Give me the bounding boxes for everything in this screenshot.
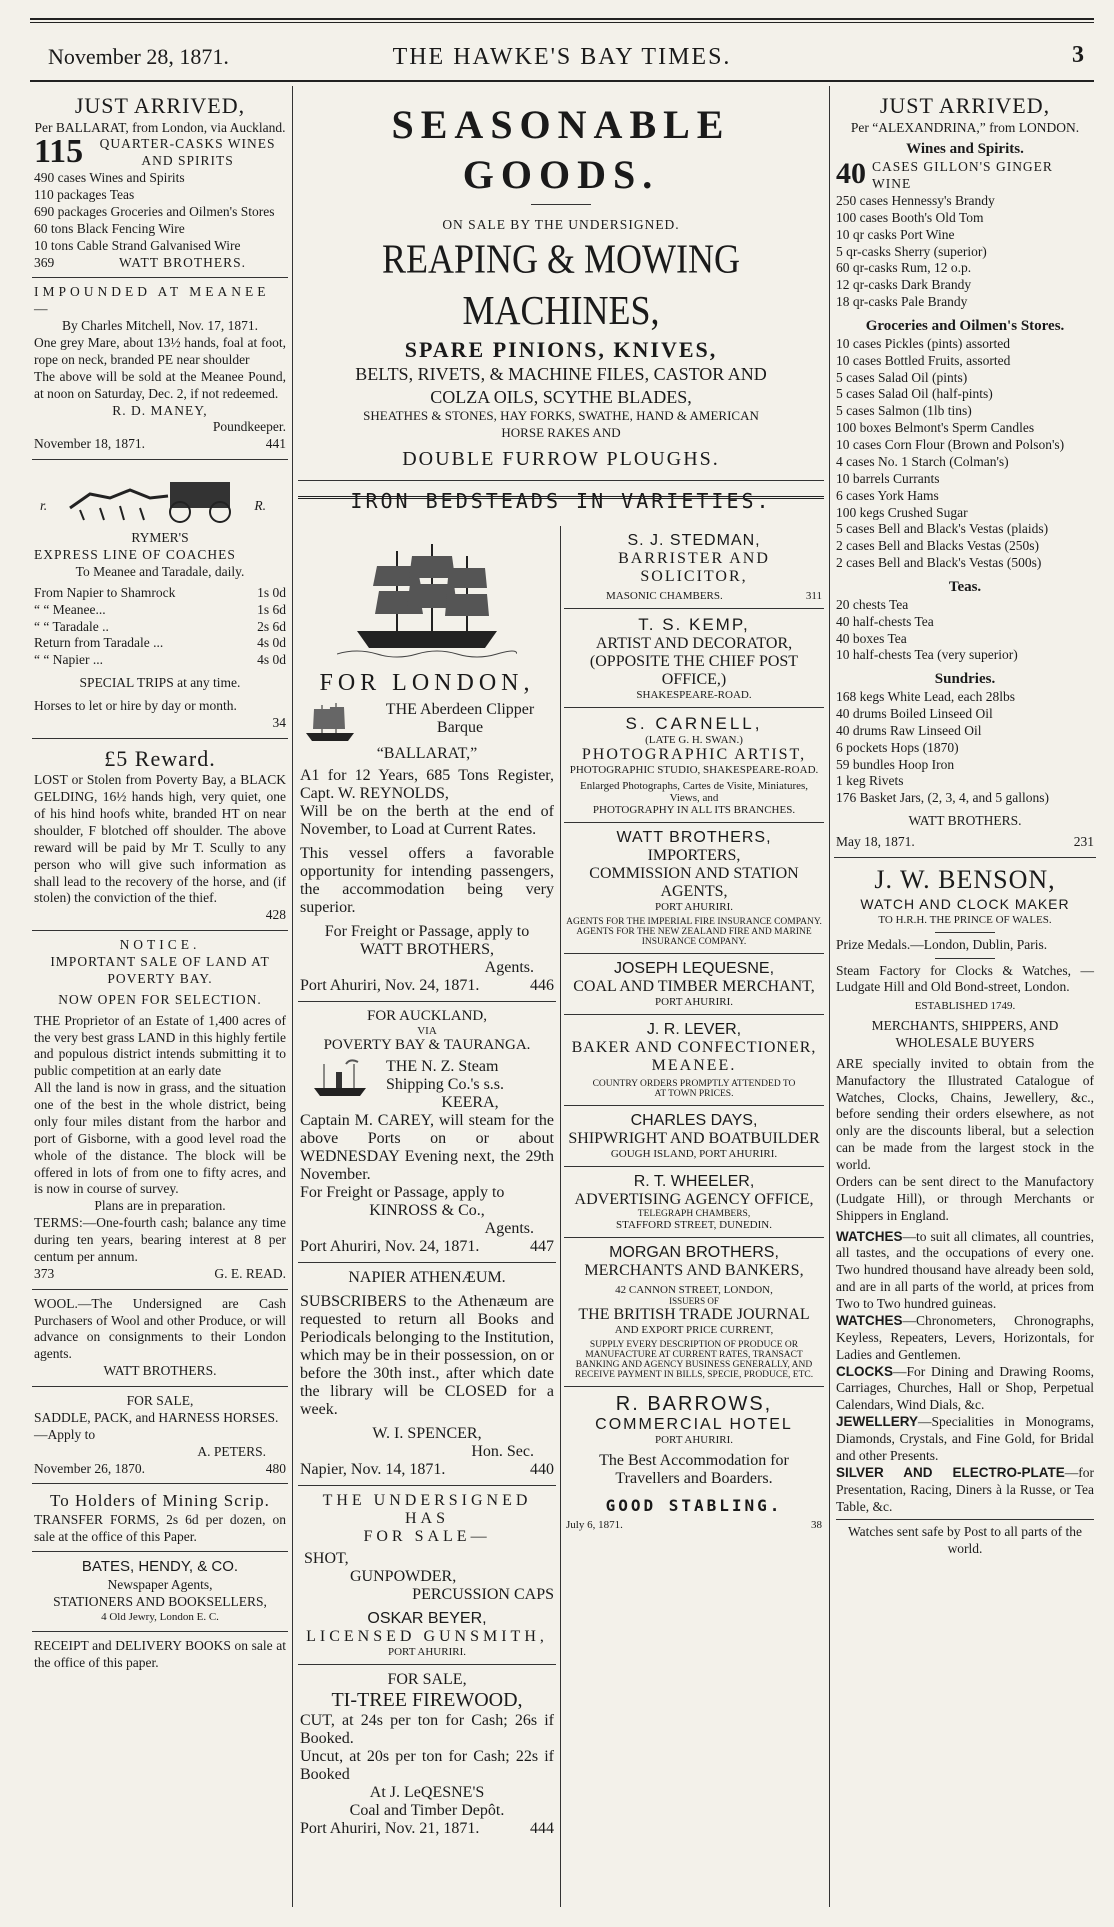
ad-text: This vessel offers a favorable opportunity for intending passengers, the accommodation being very superior. bbox=[300, 845, 554, 916]
list-item: 1 keg Rivets bbox=[836, 773, 904, 789]
section-heading: Groceries and Oilmen's Stores. bbox=[865, 318, 1065, 334]
signature-role: Poundkeeper. bbox=[212, 419, 286, 435]
card-role: COMMERCIAL HOTEL bbox=[595, 1416, 793, 1433]
list-item: 690 packages Groceries and Oilmen's Stores bbox=[34, 203, 275, 219]
ad-headline: REAPING & MOWING MACHINES, bbox=[382, 235, 740, 334]
card-name: R. BARROWS, bbox=[615, 1393, 773, 1415]
list-item: 10 barrels Currants bbox=[836, 470, 940, 486]
ad-for-london bbox=[298, 526, 556, 1002]
list-item: 176 Basket Jars, (2, 3, 4, and 5 gallons) bbox=[836, 790, 1049, 806]
ad-ti-tree-firewood bbox=[298, 1665, 556, 1844]
ad-title: SEASONABLE GOODS. bbox=[391, 102, 731, 197]
ad-text: Captain M. CAREY, will steam for the above Ports on or about WEDNESDAY Evening next, the 29th November. bbox=[300, 1112, 554, 1183]
card-address: PORT AHURIRI. bbox=[655, 1434, 733, 1446]
item-heading: WATCHES bbox=[836, 1312, 903, 1328]
card-text: AGENTS FOR THE IMPERIAL FIRE INSURANCE COMPANY. bbox=[566, 917, 822, 927]
list-item: 100 kegs Crushed Sugar bbox=[836, 504, 968, 520]
list-item: 60 qr-casks Rum, 12 o.p. bbox=[836, 260, 972, 276]
count-text: QUARTER-CASKS WINES AND SPIRITS bbox=[99, 136, 276, 169]
list-item: 10 qr casks Port Wine bbox=[836, 226, 955, 242]
list-item: 110 packages Teas bbox=[34, 187, 135, 202]
list-item: 10 cases Corn Flour (Brown and Polson's) bbox=[836, 437, 1065, 452]
item-heading: SILVER AND ELECTRO-PLATE bbox=[836, 1464, 1065, 1480]
coach-illustration-icon bbox=[50, 468, 270, 528]
ad-line: ON SALE BY THE UNDERSIGNED. bbox=[442, 217, 680, 232]
card-carnell bbox=[564, 708, 824, 823]
list-item: 10 tons Cable Strand Galvanised Wire bbox=[34, 237, 241, 253]
ad-text: TRANSFER FORMS, 2s 6d per dozen, on sale at the office of this Paper. bbox=[34, 1511, 286, 1544]
ad-line: COLZA OILS, SCYTHE BLADES, bbox=[430, 386, 692, 407]
newspaper-title: THE HAWKE'S BAY TIMES. bbox=[392, 44, 732, 70]
card-lever bbox=[564, 1015, 824, 1106]
ad-number: 444 bbox=[530, 1820, 554, 1837]
signature-role: Agents. bbox=[484, 1220, 534, 1237]
item-heading: WATCHES bbox=[836, 1228, 903, 1244]
ornament-divider bbox=[531, 204, 591, 205]
ad-number: 441 bbox=[265, 436, 286, 452]
section-heading: Teas. bbox=[948, 579, 982, 595]
signature-role: Hon. Sec. bbox=[471, 1443, 534, 1460]
card-address: MASONIC CHAMBERS. bbox=[606, 590, 723, 602]
ad-line: Watches sent safe by Post to all parts of the world. bbox=[836, 1519, 1094, 1558]
ad-text: —Specialities in Monograms, Diamonds, Crystals, and Fine Gold, for Bridal and other Presents. bbox=[836, 1414, 1094, 1463]
list-item: 5 cases Salad Oil (half-pints) bbox=[836, 386, 993, 402]
centre-subcolumns bbox=[298, 526, 824, 1917]
ad-saddle-horses bbox=[32, 1387, 288, 1484]
count-text: CASES GILLON'S GINGER WINE bbox=[872, 159, 1053, 191]
ad-line: Horses to let or hire by day or month. bbox=[34, 698, 237, 713]
column-centre-right bbox=[564, 526, 824, 1537]
signature: R. D. MANEY, bbox=[112, 402, 208, 418]
card-address: PHOTOGRAPHIC STUDIO, SHAKESPEARE-ROAD. bbox=[569, 764, 819, 776]
list-item: 20 chests Tea bbox=[836, 596, 909, 612]
card-address: 42 CANNON STREET, LONDON, bbox=[615, 1284, 773, 1296]
signature: G. E. READ. bbox=[214, 1265, 286, 1281]
ad-subtitle: Per “ALEXANDRINA,” from LONDON. bbox=[850, 119, 1080, 135]
ad-title: BATES, HENDY, & CO. bbox=[81, 1558, 239, 1576]
item-heading: JEWELLERY bbox=[836, 1414, 919, 1430]
ad-text: All the land is now in grass, and the situation one of the best in the whole district, being only four miles distant from the harbor and port of Gisborne, with a good level road the whole of the distance. The block will be offered in lots of from one to fifty acres, and is now in course of survey. bbox=[34, 1080, 286, 1197]
ad-jw-benson bbox=[834, 858, 1096, 1564]
ad-line: At J. LeQESNE'S bbox=[369, 1784, 485, 1801]
card-name: JOSEPH LEQUESNE, bbox=[613, 960, 775, 977]
signature: WATT BROTHERS, bbox=[360, 941, 494, 958]
ad-number: 446 bbox=[530, 977, 554, 994]
ad-text: WOOL.—The Undersigned are Cash Purchasers of Wool and other Produce, or will advance on consignments to their London agents. bbox=[34, 1295, 286, 1362]
ad-number: 373 bbox=[34, 1265, 55, 1281]
ad-line: IRON BEDSTEADS IN VARIETIES. bbox=[350, 488, 772, 513]
ad-text: —Chronometers, Chronographs, Keyless, Repeaters, Levers, Horizontals, for Ladies and Gentlemen. bbox=[836, 1312, 1094, 1362]
ad-text: Steam Factory for Clocks & Watches, —Ludgate Hill and Old Bond-street, London. bbox=[836, 962, 1094, 995]
ad-text: THE Proprietor of an Estate of 1,400 acres of the very best grass LAND in this highly fertile and populous district intends submitting it to public competition at an early date bbox=[34, 1012, 286, 1079]
ad-line: THE N. Z. Steam Shipping Co.'s s.s. bbox=[386, 1058, 505, 1093]
ad-title: NOTICE. bbox=[119, 937, 201, 953]
card-text: AND EXPORT PRICE CURRENT, bbox=[614, 1324, 774, 1336]
card-watt-brothers bbox=[564, 823, 824, 954]
card-address: PORT AHURIRI. bbox=[655, 996, 733, 1008]
ad-address: PORT AHURIRI. bbox=[388, 1646, 466, 1658]
ad-impounded bbox=[32, 278, 288, 460]
ad-subtitle: FOR SALE— bbox=[363, 1528, 491, 1545]
card-role: MERCHANTS AND BANKERS, bbox=[584, 1262, 804, 1279]
list-item: 2 cases Bell and Blacks Vestas (250s) bbox=[836, 538, 1039, 554]
card-role: PHOTOGRAPHIC ARTIST, bbox=[581, 746, 807, 763]
goods-list bbox=[836, 597, 1094, 665]
ad-subtitle: Per BALLARAT, from London, via Auckland. bbox=[34, 119, 286, 135]
column-rule bbox=[560, 526, 561, 1907]
card-name: CHARLES DAYS, bbox=[630, 1112, 758, 1129]
ad-text: RECEIPT and DELIVERY BOOKS on sale at the office of this paper. bbox=[34, 1637, 286, 1670]
card-text: The Best Accommodation for Travellers and Boarders. bbox=[599, 1452, 789, 1487]
card-barrows bbox=[564, 1387, 824, 1537]
page-number: 3 bbox=[1072, 42, 1084, 68]
ad-title: To Holders of Mining Scrip. bbox=[50, 1491, 270, 1511]
ad-text: CUT, at 24s per ton for Cash; 26s if Booked. bbox=[300, 1712, 554, 1747]
list-item: 490 cases Wines and Spirits bbox=[34, 170, 185, 186]
corner-letter: r. bbox=[40, 498, 48, 514]
ad-headline: TI-TREE FIREWOOD, bbox=[331, 1689, 523, 1711]
card-address: SHAKESPEARE-ROAD. bbox=[636, 689, 752, 701]
ad-date: November 18, 1871. bbox=[34, 436, 145, 452]
card-text: AT TOWN PRICES. bbox=[654, 1089, 734, 1099]
ad-text: LOST or Stolen from Poverty Bay, a BLACK GELDING, 16½ hands high, very quiet, one of his hind hoofs white, branded HT on near shoulder, F blotched off shoulder. The above reward will be paid by Mr T. Scully to any person who will give such information as shall lead to the recovery of the horse, and (if stolen) the conviction of the thief. bbox=[34, 772, 286, 906]
list-item: 6 pockets Hops (1870) bbox=[836, 739, 959, 755]
ad-just-arrived-alexandrina bbox=[834, 86, 1096, 858]
ad-date: Port Ahuriri, Nov. 24, 1871. bbox=[300, 1238, 480, 1255]
card-text: SUPPLY EVERY DESCRIPTION OF PRODUCE OR MANUFACTURE AT CURRENT RATES, TRANSACT BANKING AND AGENCY BUSINESS GENERALLY, AND RECEIVE PAYMENT IN BILLS, SPECIE, PRODUCE, ETC. bbox=[574, 1340, 814, 1380]
list-item: 40 drums Boiled Linseed Oil bbox=[836, 705, 993, 721]
count: 40 bbox=[836, 159, 866, 191]
header-rule bbox=[30, 80, 1094, 82]
ad-title: FOR LONDON, bbox=[319, 670, 535, 696]
list-item: 10 cases Pickles (pints) assorted bbox=[836, 335, 1010, 351]
list-item: 12 qr-casks Dark Brandy bbox=[836, 277, 972, 293]
ad-date: Port Ahuriri, Nov. 24, 1871. bbox=[300, 977, 480, 994]
ad-title: FOR SALE, bbox=[387, 1671, 467, 1688]
ad-text: —to suit all climates, all countries, all tastes, and the occupations of every one. Two hundred thousand have already been sold, and are in all parts of the world, at prices from Two to Two hundred guineas. bbox=[836, 1228, 1094, 1311]
card-kemp bbox=[564, 609, 824, 708]
card-address: MEANEE. bbox=[651, 1057, 737, 1074]
ad-line: THE Aberdeen Clipper Barque bbox=[385, 701, 535, 736]
ad-title: THE UNDERSIGNED HAS bbox=[322, 1492, 532, 1527]
card-address: PORT AHURIRI. bbox=[655, 901, 733, 913]
ad-title: NAPIER ATHENÆUM. bbox=[348, 1269, 506, 1286]
ad-line: Plans are in preparation. bbox=[94, 1198, 226, 1214]
ad-line: DOUBLE FURROW PLOUGHS. bbox=[402, 447, 720, 470]
card-text: COUNTRY ORDERS PROMPTLY ATTENDED TO bbox=[592, 1079, 796, 1089]
goods-list bbox=[836, 336, 1094, 572]
ship-name: “BALLARAT,” bbox=[376, 745, 478, 762]
signature: A. PETERS. bbox=[197, 1443, 266, 1459]
ad-date: November 26, 1870. bbox=[34, 1460, 145, 1476]
ad-mining-scrip bbox=[32, 1484, 288, 1552]
ad-athenaeum bbox=[298, 1263, 556, 1486]
ad-text: Uncut, at 20s per ton for Cash; 22s if Booked bbox=[300, 1748, 554, 1783]
masthead bbox=[30, 40, 1094, 80]
ad-number: 440 bbox=[530, 1461, 554, 1478]
ad-line: Newspaper Agents, bbox=[107, 1577, 213, 1593]
card-role: COMMISSION AND STATION AGENTS, bbox=[589, 865, 799, 900]
card-text: THE BRITISH TRADE JOURNAL bbox=[578, 1306, 810, 1323]
ad-line: HORSE RAKES AND bbox=[501, 424, 621, 440]
ad-for-auckland bbox=[298, 1002, 556, 1263]
signature: WATT BROTHERS. bbox=[103, 1363, 217, 1379]
list-item: 5 cases Salmon (1lb tins) bbox=[836, 403, 972, 419]
top-rule bbox=[30, 18, 1094, 23]
card-note: (LATE G. H. SWAN.) bbox=[645, 734, 743, 746]
ad-heading: MERCHANTS, SHIPPERS, AND WHOLESALE BUYERS bbox=[871, 1018, 1059, 1050]
ad-line: VIA bbox=[417, 1025, 437, 1037]
signature: OSKAR BEYER, bbox=[367, 1610, 487, 1627]
table-row: “ “ Meanee... 1s 6d bbox=[34, 601, 286, 617]
ad-line: ESTABLISHED 1749. bbox=[914, 1000, 1016, 1013]
fare-table bbox=[34, 585, 286, 669]
ad-heading: EXPRESS LINE OF COACHES bbox=[34, 547, 236, 562]
card-lequesne bbox=[564, 954, 824, 1015]
ad-subtitle: To Meanee and Taradale, daily. bbox=[75, 563, 245, 579]
goods-list bbox=[836, 193, 1094, 311]
card-text: Enlarged Photographs, Cartes de Visite, Miniatures, Views, and bbox=[579, 780, 809, 804]
card-role: SHIPWRIGHT AND BOATBUILDER bbox=[568, 1130, 820, 1147]
ad-date: July 6, 1871. bbox=[566, 1519, 623, 1531]
list-item: 10 half-chests Tea (very superior) bbox=[836, 647, 1018, 663]
card-charles-days bbox=[564, 1106, 824, 1167]
card-text: PHOTOGRAPHY IN ALL ITS BRANCHES. bbox=[592, 804, 796, 816]
list-item: 18 qr-casks Pale Brandy bbox=[836, 294, 968, 310]
goods-list bbox=[34, 170, 286, 254]
list-item: 2 cases Bell and Black's Vestas (500s) bbox=[836, 555, 1042, 571]
ad-line: Prize Medals.—London, Dublin, Paris. bbox=[836, 936, 1048, 952]
ad-item: SHOT, bbox=[304, 1550, 349, 1567]
ornament-divider bbox=[935, 932, 995, 933]
ad-date: Port Ahuriri, Nov. 21, 1871. bbox=[300, 1820, 480, 1837]
ad-text: Orders can be sent direct to the Manufactory (Ludgate Hill), or through Merchants or Shippers in England. bbox=[836, 1173, 1094, 1223]
column-centre-left bbox=[298, 526, 556, 1844]
card-role: ARTIST AND DECORATOR, bbox=[595, 635, 793, 652]
list-item: 5 cases Bell and Black's Vestas (plaids) bbox=[836, 521, 1049, 537]
ad-line: STATIONERS AND BOOKSELLERS, bbox=[53, 1594, 267, 1609]
signature-role: LICENSED GUNSMITH, bbox=[306, 1628, 548, 1645]
ad-text: —for Presentation, Racing, Diners à la Russe, or Tea Table, &c. bbox=[836, 1464, 1094, 1514]
list-item: 60 tons Black Fencing Wire bbox=[34, 220, 185, 236]
ad-text: ARE specially invited to obtain from the Manufactory the Illustrated Catalogue of Watches, Clocks, Chains, Jewellery, &c., before sending their orders elsewhere, as not only are the discounts liberal, but a selection can be made from the largest stock in the world. bbox=[836, 1055, 1094, 1172]
card-name: R. T. WHEELER, bbox=[633, 1173, 755, 1190]
ad-number: 38 bbox=[811, 1519, 822, 1531]
column-right bbox=[834, 86, 1096, 1917]
card-address: TELEGRAPH CHAMBERS, bbox=[637, 1209, 751, 1219]
list-item: 168 kegs White Lead, each 28lbs bbox=[836, 689, 1015, 704]
ad-number: 480 bbox=[265, 1460, 286, 1476]
ship-name: KEERA, bbox=[441, 1094, 499, 1111]
column-rule bbox=[829, 86, 830, 1907]
ad-title: RYMER'S bbox=[131, 530, 189, 546]
card-text: GOOD STABLING. bbox=[605, 1496, 783, 1515]
ad-date: Napier, Nov. 14, 1871. bbox=[300, 1461, 446, 1478]
ad-line: 4 Old Jewry, London E. C. bbox=[101, 1610, 219, 1623]
table-row: Return from Taradale ... 4s 0d bbox=[34, 635, 286, 651]
ad-title: JUST ARRIVED, bbox=[879, 93, 1051, 118]
list-item: 100 boxes Belmont's Sperm Candles bbox=[836, 420, 1035, 436]
list-item: 10 cases Bottled Fruits, assorted bbox=[836, 352, 1011, 368]
ad-text: Will be on the berth at the end of November, to Load at Current Rates. bbox=[300, 803, 554, 838]
ad-text: The above will be sold at the Meanee Pound, at noon on Saturday, Dec. 2, if not redeemed. bbox=[34, 368, 286, 401]
card-role: ADVERTISING AGENCY OFFICE, bbox=[574, 1191, 814, 1208]
list-item: 100 cases Booth's Old Tom bbox=[836, 209, 984, 225]
ad-number: 428 bbox=[265, 907, 286, 923]
section-heading: Wines and Spirits. bbox=[906, 141, 1024, 158]
goods-list bbox=[836, 689, 1094, 807]
ad-text: —For Dining and Drawing Rooms, Carriages, Churches, Hall or Shop, Perpetual Calendars, Wind Dials, &c. bbox=[836, 1363, 1094, 1413]
issue-date: November 28, 1871. bbox=[48, 44, 229, 69]
ad-text: SADDLE, PACK, and HARNESS HORSES.—Apply to bbox=[34, 1409, 279, 1442]
ad-rymers-coaches bbox=[32, 460, 288, 739]
steamship-icon bbox=[300, 1058, 380, 1102]
list-item: 6 cases York Hams bbox=[836, 487, 939, 503]
ad-line: SPECIAL TRIPS at any time. bbox=[79, 675, 241, 691]
ad-oskar-beyer bbox=[298, 1486, 556, 1665]
ad-line: TO H.R.H. THE PRINCE OF WALES. bbox=[878, 913, 1052, 926]
card-text: AGENTS FOR THE NEW ZEALAND FIRE AND MARINE INSURANCE COMPANY. bbox=[576, 927, 812, 947]
ad-number: 369 bbox=[34, 254, 55, 270]
column-left bbox=[32, 86, 288, 1917]
ad-line: SPARE PINIONS, KNIVES, bbox=[404, 336, 718, 362]
ad-line: POVERTY BAY & TAURANGA. bbox=[323, 1037, 531, 1053]
signature-role: Agents. bbox=[484, 959, 534, 976]
ad-receipt-books bbox=[32, 1632, 288, 1678]
list-item: 5 cases Salad Oil (pints) bbox=[836, 369, 968, 385]
signature: W. I. SPENCER, bbox=[372, 1425, 482, 1442]
ad-subheading: NOW OPEN FOR SELECTION. bbox=[58, 991, 262, 1007]
ad-title: FOR AUCKLAND, bbox=[366, 1008, 487, 1024]
ad-title: £5 Reward. bbox=[104, 745, 216, 771]
ad-title: FOR SALE, bbox=[126, 1393, 194, 1408]
card-name: J. R. LEVER, bbox=[646, 1021, 742, 1038]
card-wheeler bbox=[564, 1167, 824, 1238]
ad-number: 231 bbox=[1073, 834, 1094, 849]
ad-title: JUST ARRIVED, bbox=[74, 93, 246, 118]
ad-seasonable-goods bbox=[298, 100, 824, 513]
signature: KINROSS & Co., bbox=[369, 1202, 485, 1219]
card-address: (OPPOSITE THE CHIEF POST OFFICE,) bbox=[589, 653, 799, 688]
ad-wool bbox=[32, 1290, 288, 1387]
ad-date: May 18, 1871. bbox=[836, 834, 915, 849]
ad-line: For Freight or Passage, apply to bbox=[300, 1184, 505, 1201]
card-role: BARRISTER AND SOLICITOR, bbox=[618, 550, 770, 585]
card-role: COAL AND TIMBER MERCHANT, bbox=[573, 978, 815, 995]
list-item: 250 cases Hennessy's Brandy bbox=[836, 192, 995, 208]
card-morgan-brothers bbox=[564, 1238, 824, 1387]
ad-line: For Freight or Passage, apply to bbox=[324, 923, 530, 940]
card-stedman bbox=[564, 526, 824, 609]
card-name: WATT BROTHERS, bbox=[616, 829, 772, 846]
ad-text: One grey Mare, about 13½ hands, foal at foot, rope on neck, branded PE near shoulder bbox=[34, 335, 286, 367]
ad-number: 447 bbox=[530, 1238, 554, 1255]
card-name: MORGAN BROTHERS, bbox=[609, 1244, 779, 1261]
item-heading: CLOCKS bbox=[836, 1363, 893, 1379]
table-row: “ “ Napier ... 4s 0d bbox=[34, 652, 286, 668]
ad-reward bbox=[32, 739, 288, 931]
column-centre bbox=[298, 86, 824, 522]
card-address: GOUGH ISLAND, PORT AHURIRI. bbox=[610, 1148, 778, 1160]
ad-bates-hendy bbox=[32, 1552, 288, 1631]
table-row: “ “ Taradale .. 2s 6d bbox=[34, 618, 286, 634]
card-name: T. S. KEMP, bbox=[638, 615, 750, 634]
ad-line: BELTS, RIVETS, & MACHINE FILES, CASTOR AND bbox=[355, 364, 767, 385]
ad-line: Coal and Timber Depôt. bbox=[349, 1802, 505, 1819]
list-item: 40 boxes Tea bbox=[836, 630, 907, 646]
ad-number: 311 bbox=[805, 590, 822, 602]
ship-illustration-icon bbox=[337, 536, 517, 666]
section-heading: Sundries. bbox=[934, 671, 996, 688]
card-address: STAFFORD STREET, DUNEDIN. bbox=[616, 1219, 772, 1231]
card-role: BAKER AND CONFECTIONER, bbox=[571, 1039, 817, 1056]
ad-text: A1 for 12 Years, 685 Tons Register, Capt. W. REYNOLDS, bbox=[300, 767, 554, 802]
ad-number: 34 bbox=[272, 714, 286, 730]
ad-heading: IMPORTANT SALE OF LAND AT POVERTY BAY. bbox=[50, 954, 270, 986]
card-name: S. CARNELL, bbox=[625, 714, 763, 733]
list-item: 59 bundles Hoop Iron bbox=[836, 756, 955, 772]
ship-icon bbox=[300, 701, 360, 745]
list-item: 4 cases No. 1 Starch (Colman's) bbox=[836, 453, 1009, 469]
ad-just-arrived-ballarat bbox=[32, 86, 288, 278]
list-item: 40 drums Raw Linseed Oil bbox=[836, 722, 982, 738]
ad-line: By Charles Mitchell, Nov. 17, 1871. bbox=[62, 318, 258, 334]
signature: WATT BROTHERS. bbox=[118, 254, 246, 270]
corner-letter: R. bbox=[254, 498, 266, 514]
ornament-divider bbox=[935, 958, 995, 959]
count: 115 bbox=[34, 136, 84, 171]
ad-title: J. W. BENSON, bbox=[874, 864, 1056, 894]
ad-item: GUNPOWDER, bbox=[350, 1568, 457, 1585]
ad-line: SHEATHES & STONES, HAY FORKS, SWATHE, HAND & AMERICAN bbox=[363, 408, 759, 424]
table-row: From Napier to Shamrock 1s 0d bbox=[34, 584, 286, 600]
ad-item: PERCUSSION CAPS bbox=[412, 1586, 554, 1603]
card-note: ISSUERS OF bbox=[669, 1296, 719, 1306]
list-item: 40 half-chests Tea bbox=[836, 613, 934, 629]
list-item: 5 qr-casks Sherry (superior) bbox=[836, 243, 987, 259]
column-rule bbox=[292, 86, 293, 1907]
card-role: IMPORTERS, bbox=[647, 847, 741, 864]
ad-text: TERMS:—One-fourth cash; balance any time during ten years, bearing interest at 8 per centum per annum. bbox=[34, 1215, 286, 1264]
ad-land-sale bbox=[32, 931, 288, 1290]
ad-text: SUBSCRIBERS to the Athenæum are requested to return all Books and Periodicals belonging to the Institution, which may be in their possession, on or before the 30th inst., after which date the library will be CLOSED for a week. bbox=[300, 1293, 554, 1418]
signature: WATT BROTHERS. bbox=[908, 813, 1022, 829]
card-name: S. J. STEDMAN, bbox=[627, 532, 761, 549]
ad-title: IMPOUNDED AT MEANEE— bbox=[34, 284, 270, 317]
ad-subtitle: WATCH AND CLOCK MAKER bbox=[860, 896, 1070, 913]
